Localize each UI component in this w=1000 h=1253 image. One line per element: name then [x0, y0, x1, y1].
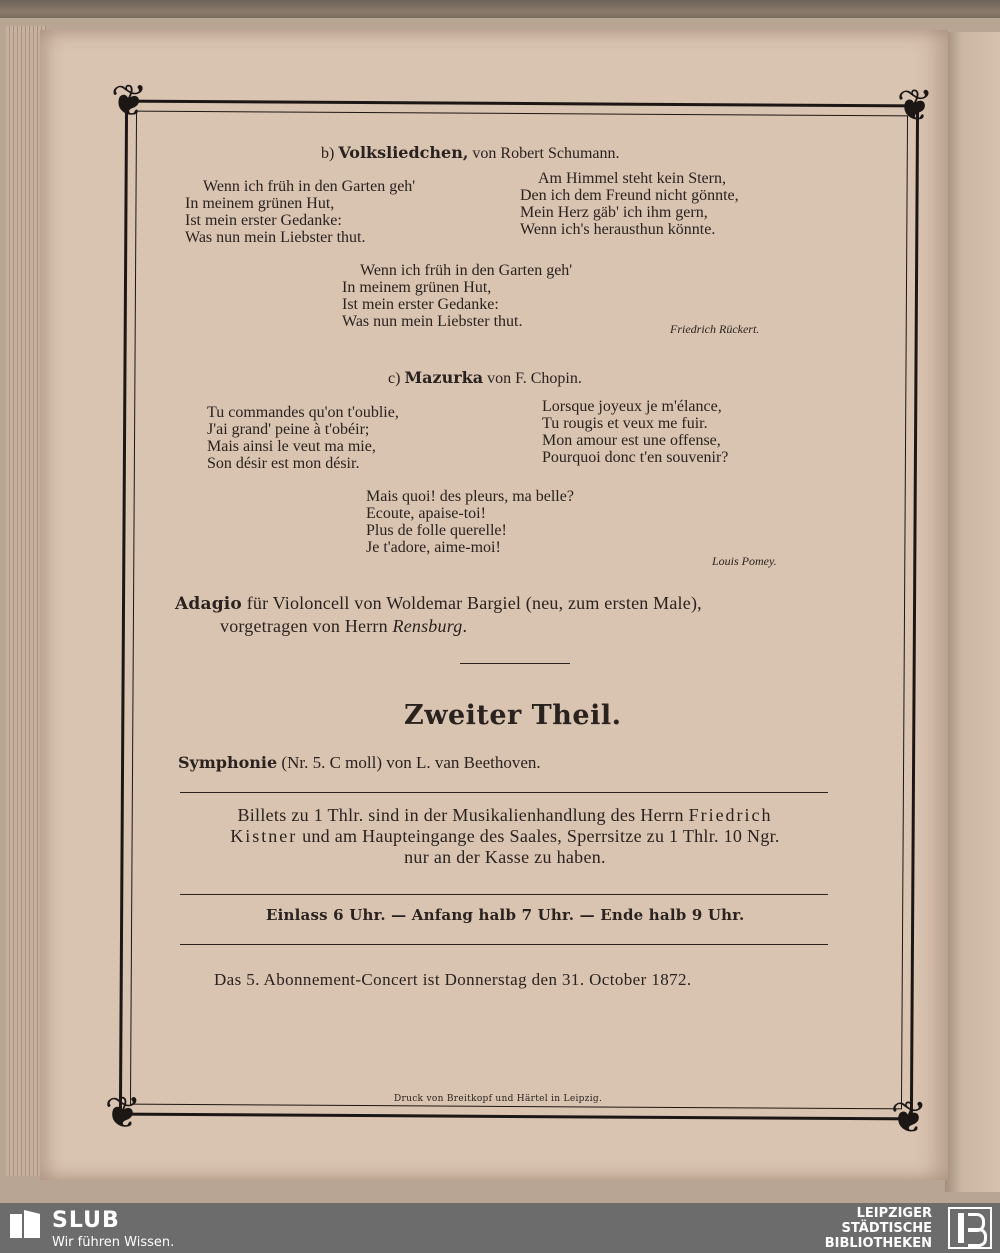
corner-ornament-icon: ❦	[104, 1087, 142, 1139]
next-concert-notice: Das 5. Abonnement-Concert ist Donnerstag den 31. October 1872.	[214, 970, 692, 989]
printer-imprint: Druck von Breitkopf und Härtel in Leipzig.	[394, 1094, 603, 1104]
poem-line: Ist mein erster Gedanke:	[342, 296, 499, 313]
corner-ornament-icon: ❦	[896, 80, 934, 132]
symphony-description: (Nr. 5. C moll) von L. van Beethoven.	[281, 753, 541, 772]
section-c-center-stanza	[366, 488, 574, 556]
symphony-entry	[178, 753, 541, 773]
ticket-dealer-first: Friedrich	[688, 805, 773, 825]
poem-line: Wenn ich früh in den Garten geh'	[203, 178, 416, 195]
poem-line: Plus de folle querelle!	[366, 522, 507, 539]
poem-line: Mein Herz gäb' ich ihm gern,	[520, 204, 708, 221]
section-c-label: c)	[388, 370, 401, 387]
admission-times: Einlass 6 Uhr. — Anfang halb 7 Uhr. — Ende halb 9 Uhr.	[266, 906, 745, 924]
poem-line: Son désir est mon désir.	[207, 455, 360, 472]
adagio-description: für Violoncell von Woldemar Bargiel (neu, zum ersten Male),	[246, 593, 702, 613]
section-c-title: Mazurka	[404, 368, 484, 387]
slub-tagline: Wir führen Wissen.	[52, 1235, 175, 1250]
poem-line: In meinem grünen Hut,	[185, 195, 335, 212]
short-divider	[460, 663, 570, 664]
adagio-performer-suffix: .	[462, 616, 468, 636]
poem-line: Tu commandes qu'on t'oublie,	[207, 404, 399, 421]
poem-line: Am Himmel steht kein Stern,	[538, 170, 726, 187]
poem-line: Was nun mein Liebster thut.	[342, 313, 523, 330]
library-footer	[0, 1203, 1000, 1253]
symphony-title: Symphonie	[178, 753, 278, 772]
poem-line: Je t'adore, aime-moi!	[366, 539, 501, 556]
poem-line: In meinem grünen Hut,	[342, 279, 492, 296]
poem-line: Ecoute, apaise-toi!	[366, 505, 486, 522]
section-b-by: von Robert Schumann.	[472, 145, 620, 162]
poem-line: Pourquoi donc t'en souvenir?	[542, 449, 729, 466]
section-c-by: von F. Chopin.	[487, 370, 582, 387]
divider	[180, 792, 828, 793]
section-b-heading	[321, 143, 620, 163]
section-c-right-stanza	[542, 398, 728, 466]
facing-page-edge	[945, 32, 1000, 1192]
divider	[180, 944, 828, 945]
lsb-wordmark	[825, 1206, 932, 1251]
section-b-label: b)	[321, 145, 335, 162]
ticket-line3: nur an der Kasse zu haben.	[404, 847, 606, 867]
ticket-line2: und am Haupteingange des Saales, Sperrsitze zu 1 Thlr. 10 Ngr.	[302, 826, 780, 846]
section-c-author: Louis Pomey.	[712, 554, 777, 568]
adagio-entry	[175, 592, 702, 637]
corner-ornament-icon: ❦	[110, 75, 148, 127]
poem-line: Lorsque joyeux je m'élance,	[542, 398, 722, 415]
poem-line: Mon amour est une offense,	[542, 432, 721, 449]
program-page	[40, 30, 948, 1180]
section-c-left-stanza	[207, 404, 399, 472]
poem-line: Tu rougis et veux me fuir.	[542, 415, 708, 432]
adagio-performer: Rensburg	[392, 616, 463, 636]
lsb-logo-icon	[948, 1207, 992, 1249]
poem-line: J'ai grand' peine à t'obéir;	[207, 421, 370, 438]
section-b-title: Volksliedchen,	[338, 143, 469, 162]
corner-ornament-icon: ❦	[890, 1092, 928, 1144]
ticket-dealer-last: Kistner	[230, 826, 298, 846]
ticket-info	[175, 805, 835, 868]
poem-line: Mais quoi! des pleurs, ma belle?	[366, 488, 574, 505]
adagio-title: Adagio	[175, 594, 242, 614]
poem-line: Ist mein erster Gedanke:	[185, 212, 342, 229]
slub-name: SLUB	[52, 1208, 120, 1233]
poem-line: Was nun mein Liebster thut.	[185, 229, 366, 246]
part-two-heading: Zweiter Theil.	[404, 700, 622, 731]
poem-line: Den ich dem Freund nicht gönnte,	[520, 187, 739, 204]
section-b-center-stanza	[342, 262, 572, 330]
poem-line: Mais ainsi le veut ma mie,	[207, 438, 376, 455]
adagio-performer-prefix: vorgetragen von Herrn	[220, 616, 388, 636]
section-b-author: Friedrich Rückert.	[670, 322, 760, 336]
slub-logo-icon	[10, 1210, 40, 1240]
section-c-heading	[388, 368, 582, 388]
section-b-right-stanza	[520, 170, 739, 238]
lsb-line: BIBLIOTHEKEN	[824, 1236, 932, 1251]
section-b-left-stanza	[185, 178, 415, 246]
lsb-line: LEIPZIGER	[856, 1206, 932, 1221]
divider	[180, 894, 828, 895]
ticket-line1: Billets zu 1 Thlr. sind in der Musikalienhandlung des Herrn	[237, 805, 684, 825]
poem-line: Wenn ich früh in den Garten geh'	[360, 262, 573, 279]
poem-line: Wenn ich's herausthun könnte.	[520, 221, 716, 238]
lsb-line: STÄDTISCHE	[841, 1221, 932, 1236]
